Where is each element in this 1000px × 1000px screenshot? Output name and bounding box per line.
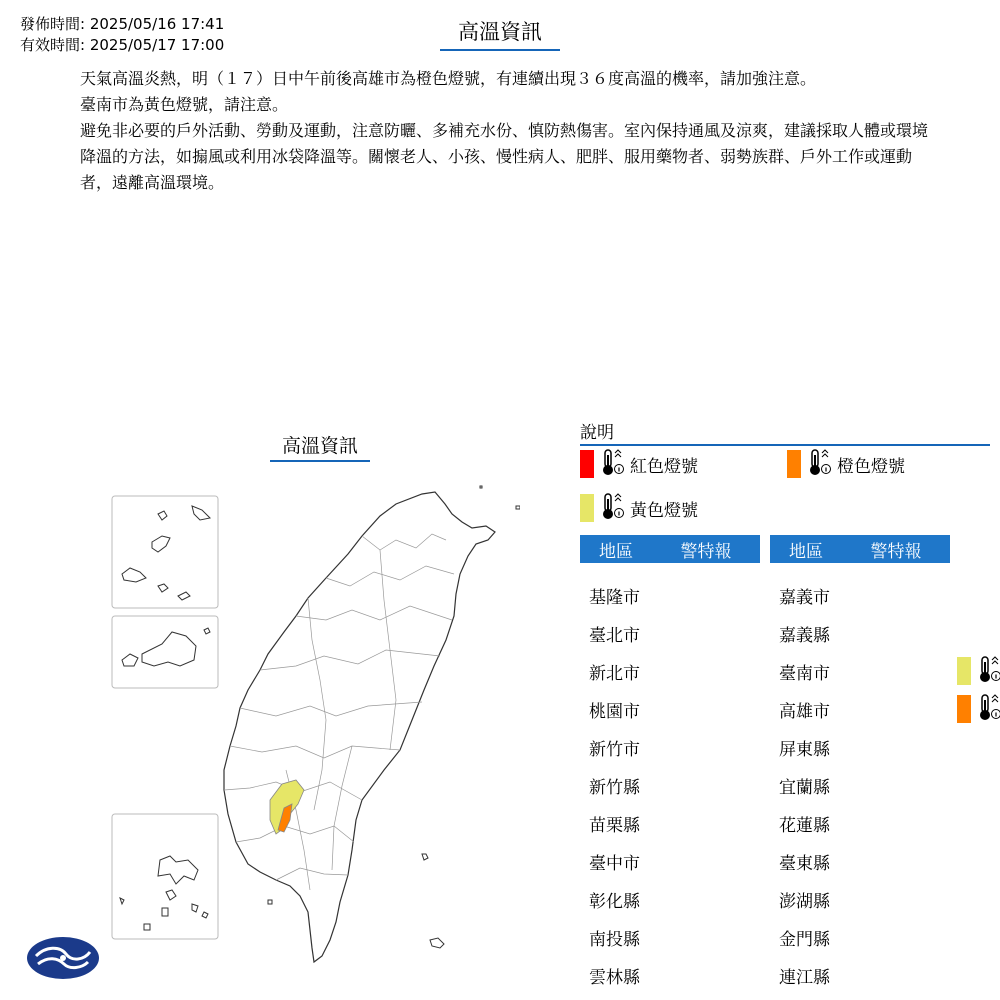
- region-name: 屏東縣: [779, 739, 830, 760]
- region-name: 新竹市: [589, 739, 640, 760]
- column-region: 地區: [789, 541, 823, 562]
- table-row: [779, 766, 869, 804]
- region-name: 連江縣: [779, 967, 830, 988]
- map-title: 高溫資訊: [270, 431, 370, 462]
- region-name: 澎湖縣: [779, 891, 830, 912]
- region-name: 臺南市: [779, 663, 830, 684]
- legend-label: 紅色燈號: [630, 456, 698, 477]
- table-row: [779, 614, 869, 652]
- table-row: [779, 880, 869, 918]
- yellow-swatch: [580, 494, 594, 522]
- kinmen-islands: [122, 628, 210, 666]
- region-name: 嘉義縣: [779, 625, 830, 646]
- table-row: [779, 804, 869, 842]
- cwa-logo-icon: [26, 936, 100, 984]
- taiwan-map: [100, 470, 520, 990]
- region-name: 基隆市: [589, 587, 640, 608]
- region-name: 南投縣: [589, 929, 640, 950]
- penghu-inset: [112, 814, 218, 939]
- table-row: [779, 728, 869, 766]
- penghu-islands: [120, 856, 208, 930]
- red-swatch: [580, 450, 594, 478]
- orange-swatch: [787, 450, 801, 478]
- table-row: [589, 880, 679, 918]
- table-row: [779, 918, 869, 956]
- table-row: [779, 652, 1000, 690]
- table-header-left: [580, 535, 760, 563]
- region-name: 雲林縣: [589, 967, 640, 988]
- taiwan-main-island: [224, 492, 495, 962]
- region-name: 桃園市: [589, 701, 640, 722]
- matsu-islands: [122, 506, 210, 600]
- yellow-swatch: [957, 657, 971, 685]
- table-row: [589, 956, 679, 994]
- warning-description: [80, 66, 930, 196]
- orange-swatch: [957, 695, 971, 723]
- table-row: [589, 842, 679, 880]
- table-header-right: [770, 535, 950, 563]
- table-row: [589, 804, 679, 842]
- legend-item-yellow: [580, 493, 698, 523]
- thermometer-heat-icon: [598, 491, 626, 526]
- table-row: [779, 956, 869, 994]
- region-name: 花蓮縣: [779, 815, 830, 836]
- table-row: [589, 652, 679, 690]
- alert-indicator: [957, 654, 1000, 689]
- table-row: [589, 918, 679, 956]
- legend-title: 說明: [580, 418, 990, 446]
- region-name: 臺東縣: [779, 853, 830, 874]
- valid-time: 有效時間: 2025/05/17 17:00: [20, 36, 225, 54]
- region-name: 金門縣: [779, 929, 830, 950]
- description-line: 天氣高溫炎熱，明（１７）日中午前後高雄市為橙色燈號，有連續出現３６度高溫的機率，請加強注意。: [80, 69, 817, 88]
- region-name: 彰化縣: [589, 891, 640, 912]
- table-row: [779, 576, 869, 614]
- column-alert: 警特報: [870, 541, 922, 562]
- legend-label: 橙色燈號: [837, 456, 905, 477]
- thermometer-heat-icon: [805, 447, 833, 482]
- table-row: [779, 690, 1000, 728]
- region-name: 苗栗縣: [589, 815, 640, 836]
- table-row: [589, 614, 679, 652]
- region-name: 新北市: [589, 663, 640, 684]
- page-title: 高溫資訊: [440, 16, 560, 51]
- region-name: 臺中市: [589, 853, 640, 874]
- legend-item-red: [580, 449, 698, 479]
- region-name: 嘉義市: [779, 587, 830, 608]
- issue-info: [20, 14, 224, 56]
- issued-time: 發佈時間: 2025/05/16 17:41: [20, 15, 225, 33]
- thermometer-heat-icon: [975, 654, 1000, 689]
- column-alert: 警特報: [680, 541, 732, 562]
- table-row: [589, 728, 679, 766]
- region-name: 高雄市: [779, 701, 830, 722]
- legend-item-orange: [787, 449, 905, 479]
- table-row: [589, 766, 679, 804]
- table-row: [589, 690, 679, 728]
- description-line: 臺南市為黃色燈號，請注意。: [80, 95, 289, 114]
- legend-label: 黃色燈號: [630, 500, 698, 521]
- table-row: [779, 842, 869, 880]
- region-name: 臺北市: [589, 625, 640, 646]
- region-name: 新竹縣: [589, 777, 640, 798]
- region-name: 宜蘭縣: [779, 777, 830, 798]
- table-row: [589, 576, 679, 614]
- column-region: 地區: [599, 541, 633, 562]
- thermometer-heat-icon: [598, 447, 626, 482]
- alert-indicator: [957, 692, 1000, 727]
- description-line: 避免非必要的戶外活動、勞動及運動，注意防曬、多補充水份、慎防熱傷害。室內保持通風及涼爽，建議採取人體或環境降溫的方法，如搧風或利用冰袋降溫等。關懷老人、小孩、慢性病人、肥胖、服用藥物者、弱勢族群、戶外工作或運動者，遠離高溫環境。: [80, 121, 929, 192]
- thermometer-heat-icon: [975, 692, 1000, 727]
